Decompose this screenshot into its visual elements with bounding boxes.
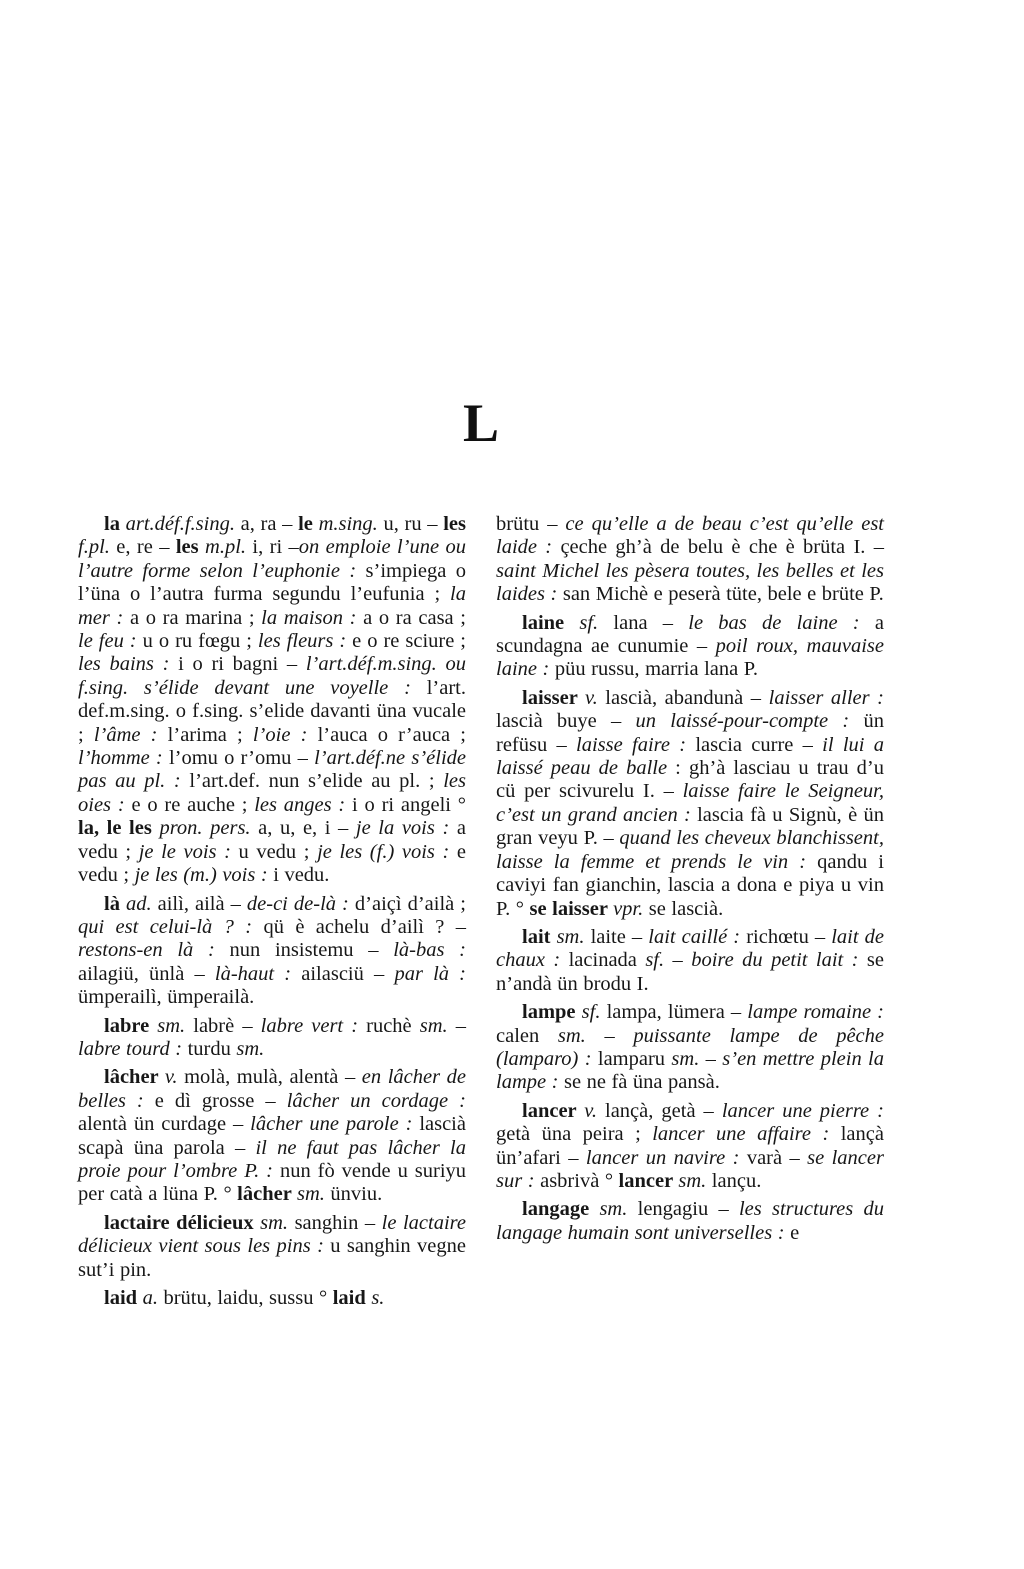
french-italic-text: je les (m.) vois : [134,864,274,887]
section-letter-heading: L [462,393,500,453]
translation-text: u, ru – [383,513,444,535]
entry-lancer [496,1100,884,1194]
translation-text: lascia fà u Signù, è ün gran veyu P. – [496,803,884,850]
french-italic-text: les oies : [78,770,466,816]
translation-text: lascia curre – [695,733,823,756]
french-italic-text: poil roux, mauvaise laine : [496,635,884,681]
translation-text: s’impiega o l’üna o l’autra furma segundu l’eufunia ; [78,559,466,606]
translation-text: turdu [187,1037,237,1060]
french-italic-text: sf. [579,611,614,634]
french-italic-text: les anges : [254,793,353,816]
text-block [78,513,884,1310]
entry-lactaire-delicieux [78,1212,466,1282]
french-italic-text: labre tourd : [78,1037,188,1060]
headword-text: lancer [522,1099,585,1122]
french-italic-text: sm. [296,1183,331,1206]
french-italic-text: v. [584,1099,606,1122]
translation-text: varà – [746,1146,808,1169]
entry-lait [496,926,884,996]
french-italic-text: lâcher un cordage : [286,1089,466,1112]
translation-text: calen [496,1024,558,1047]
translation-text: : gh’à lasciau u trau d’u cü per scivurelu I. – [496,757,885,803]
headword-text: laid [332,1287,372,1309]
translation-text: e, re – [116,536,176,559]
translation-text: getà üna peira ; [496,1123,653,1146]
headword-text: lâcher [104,1066,165,1089]
headword-text: lâcher [237,1183,297,1206]
french-italic-text: saint Michel les pèsera toutes, les belles et les laides : [496,559,884,606]
french-italic-text: sf. [581,1001,607,1024]
entry-la [78,893,466,1010]
french-italic-text: sf. [645,949,673,972]
french-italic-text: ad. [125,892,158,915]
french-italic-text: les structures du langage humain sont universelles : [496,1198,885,1244]
french-italic-text: l’art.déf.m.sing. ou f.sing. s’élide devant une voyelle : [78,653,467,699]
french-italic-text: vpr. [613,897,649,920]
translation-text: i, ri – [252,536,299,559]
french-italic-text: il lui a laissé peau de balle [496,733,884,780]
headword-text: laid [104,1287,143,1309]
french-italic-text: puissante lampe de pêche (lamparo) : [496,1024,884,1070]
translation-text: lascià buye – [496,710,636,733]
translation-text: e [790,1221,800,1244]
translation-text: alentà ün curdage – [78,1113,251,1136]
translation-text: ailì, ailà – [157,892,247,915]
translation-text: lacinada [568,949,646,972]
translation-text: richœtu – [746,925,832,948]
french-italic-text: la maison : [261,606,364,629]
translation-text: lengagiu – [637,1198,739,1221]
headword-text: lampe [522,1001,582,1024]
translation-text: – [672,949,692,972]
translation-text: i o ri bagni – [178,653,306,676]
entry-labre [78,1015,466,1062]
french-italic-text: lampe romaine : [747,1001,884,1024]
french-italic-text: quand les cheveux blanchissent, laisse la femme et prends le vin : [496,827,884,873]
french-italic-text: v. [164,1066,185,1089]
translation-text: ünviu. [330,1183,383,1206]
french-italic-text: sm. [557,1024,605,1047]
french-italic-text: les bains : [78,653,179,676]
french-italic-text: sm. [260,1211,295,1234]
french-italic-text: le bas de laine : [688,611,875,634]
headword-text: là [104,892,126,915]
translation-text: brütu – [496,513,566,535]
translation-text: ailagiü, ünlà – [78,962,215,985]
french-italic-text: par là : [394,962,466,985]
translation-text: çeche gh’à de belu è che è brüta I. – [560,536,884,559]
translation-text: ün refüsu – [496,710,884,756]
headword-text: laisser [522,686,586,709]
translation-text: a o ra casa ; [363,606,466,629]
translation-text: – [604,1024,634,1047]
french-italic-text: sm. [678,1169,712,1192]
french-italic-text: lancer un navire : [585,1146,747,1169]
french-italic-text: ce qu’elle a de beau c’est qu’elle est laide : [496,513,884,559]
headword-text: lancer [618,1169,679,1192]
column-left [78,513,466,1310]
entry-laisser [496,687,884,921]
translation-text: a, ra – [240,513,299,535]
french-italic-text: il ne faut pas lâcher la proie pour l’ombre P. : [78,1136,466,1182]
translation-text: lascià scapà üna parola – [78,1113,466,1159]
french-italic-text: sm. [556,925,591,948]
headword-text: laine [522,611,580,634]
translation-text: u sanghin vegne sut’i pin. [78,1235,466,1281]
french-italic-text: laisse faire le Seigneur, c’est un grand ancien : [496,780,884,826]
french-italic-text: art.déf.f.sing. [125,513,241,535]
french-italic-text: l’art.déf.ne s’élide pas au pl. : [78,747,466,793]
headword-text: langage [522,1198,600,1221]
translation-text: e vedu ; [78,840,466,887]
translation-text: lançà ün’afari – [496,1123,884,1169]
headword-text: les [175,536,206,559]
headword-text: se laisser [529,897,614,920]
french-italic-text: laisser aller : [768,686,884,709]
french-italic-text: je les (f.) vois : [317,840,457,863]
translation-text: lampa, lümera – [606,1001,748,1024]
headword-text: la, le les [78,817,160,840]
translation-text: labrè – [193,1014,261,1037]
translation-text: lascià, abandunà – [605,686,769,709]
translation-text: molà, mulà, alentà – [184,1066,362,1089]
french-italic-text: de-ci de-là : [246,892,355,915]
translation-text: a scundagna ae cunumie – [496,611,884,658]
french-italic-text: on emploie l’une ou l’autre forme selon l’euphonie : [78,536,466,582]
french-italic-text: f.pl. [78,536,117,559]
french-italic-text: je le vois : [138,840,239,863]
translation-text: i o ri angeli ° [352,793,466,816]
translation-text: – [705,1047,723,1070]
entry-langage [496,1198,884,1245]
french-italic-text: se lancer sur : [496,1146,884,1192]
translation-text: e dì grosse – [154,1089,287,1112]
entry-la [78,513,466,888]
translation-text: d’aiçì d’ailà ; [354,892,466,915]
translation-text: a, u, e, i – [258,817,356,840]
translation-text: u o ru fœgu ; [142,630,258,653]
french-italic-text: m.pl. [205,536,253,559]
french-italic-text: lancer une affaire : [652,1123,841,1146]
french-italic-text: sm. [157,1014,194,1037]
translation-text: lana – [613,611,689,634]
column-right [496,513,884,1310]
entry-lampe [496,1001,884,1095]
french-italic-text: labre vert : [260,1014,367,1037]
headword-text: labre [104,1014,158,1037]
french-italic-text: un laissé-pour-compte : [635,710,864,733]
translation-text: lançà, getà – [605,1099,722,1122]
translation-text: sanghin – [294,1211,382,1234]
french-italic-text: laisse faire : [576,733,696,756]
translation-text: ailasciü – [301,962,395,985]
translation-text: i vedu. [273,864,330,887]
french-italic-text: là-haut : [214,962,302,985]
translation-text: l’auca o r’auca ; [317,723,466,746]
translation-text: ümperailì, ümperailà. [78,986,255,1009]
french-italic-text: boire du petit lait : [691,949,867,972]
french-italic-text: je la vois : [355,817,457,840]
translation-text: lamparu [597,1047,672,1070]
translation-text: – [455,1014,466,1037]
french-italic-text: lait caillé : [648,925,747,948]
translation-text: lançu. [711,1169,762,1192]
translation-text: brütu, laidu, sussu ° [163,1287,333,1309]
french-italic-text: lait de chaux : [496,925,884,972]
french-italic-text: a. [142,1287,164,1309]
french-italic-text: pron. pers. [159,817,259,840]
french-italic-text: l’homme : [78,747,169,770]
translation-text: l’art.def. nun s’elide au pl. ; [189,770,444,793]
entry-laid [78,1287,466,1310]
french-italic-text: sm. [599,1198,638,1221]
entry-lacher [78,1066,466,1206]
headword-text: le [298,513,319,535]
french-italic-text: restons-en là : [78,939,230,962]
french-italic-text: la mer : [78,583,466,629]
translation-text: asbrivà ° [540,1169,619,1192]
translation-text: nun fò vende u suriyu per catà a lüna P. ° [78,1159,467,1206]
french-italic-text: v. [585,686,606,709]
headword-text: les [443,513,466,535]
french-italic-text: sm. [236,1037,265,1060]
french-italic-text: l’oie : [252,723,318,746]
translation-text: laite – [590,925,649,948]
translation-text: se n’andà ün brodu I. [496,949,884,995]
entry-continuation [496,513,884,607]
french-italic-text: là-bas : [393,939,466,962]
french-italic-text: lâcher une parole : [250,1113,420,1136]
french-italic-text: s’en mettre plein la lampe : [496,1047,884,1094]
translation-text: l’arima ; [167,723,253,746]
french-italic-text: m.sing. [318,513,384,535]
french-italic-text: le lactaire délicieux vient sous les pins : [78,1211,466,1258]
translation-text: qandu i caviyi fan gianchin, lascia a dona e piya u vin P. ° [496,850,884,920]
french-italic-text: lancer une pierre : [721,1099,884,1122]
translation-text: se ne fà üna pansà. [563,1071,720,1094]
translation-text: se lascià. [648,897,724,920]
translation-text: san Michè e peserà tüte, bele e brüte P. [562,583,884,606]
french-italic-text: qui est celui-là ? : [78,915,264,938]
translation-text: a o ra marina ; [130,606,262,629]
translation-text: a vedu ; [78,817,466,863]
headword-text: la [104,513,126,535]
french-italic-text: sm. [671,1047,706,1070]
translation-text: u vedu ; [238,840,318,863]
headword-text: lactaire délicieux [104,1211,261,1234]
translation-text: ruchè [366,1014,420,1037]
translation-text: e o re auche ; [131,793,255,816]
translation-text: l’art. def.m.sing. o f.sing. s’elide davanti üna vucale ; [78,676,466,746]
translation-text: püu russu, marria lana P. [554,658,759,681]
french-italic-text: en lâcher de belles : [78,1066,466,1112]
french-italic-text: le feu : [78,630,143,653]
french-italic-text: l’âme : [93,723,168,746]
translation-text: e o re sciure ; [352,630,466,653]
french-italic-text: s. [371,1287,385,1309]
french-italic-text: les fleurs : [257,630,353,653]
french-italic-text: sm. [419,1014,456,1037]
entry-laine [496,612,884,682]
headword-text: lait [522,925,557,948]
translation-text: nun insistemu – [229,939,394,962]
translation-text: l’omu o r’omu – [168,747,315,770]
translation-text: qü è achelu d’ailì ? – [263,915,467,938]
